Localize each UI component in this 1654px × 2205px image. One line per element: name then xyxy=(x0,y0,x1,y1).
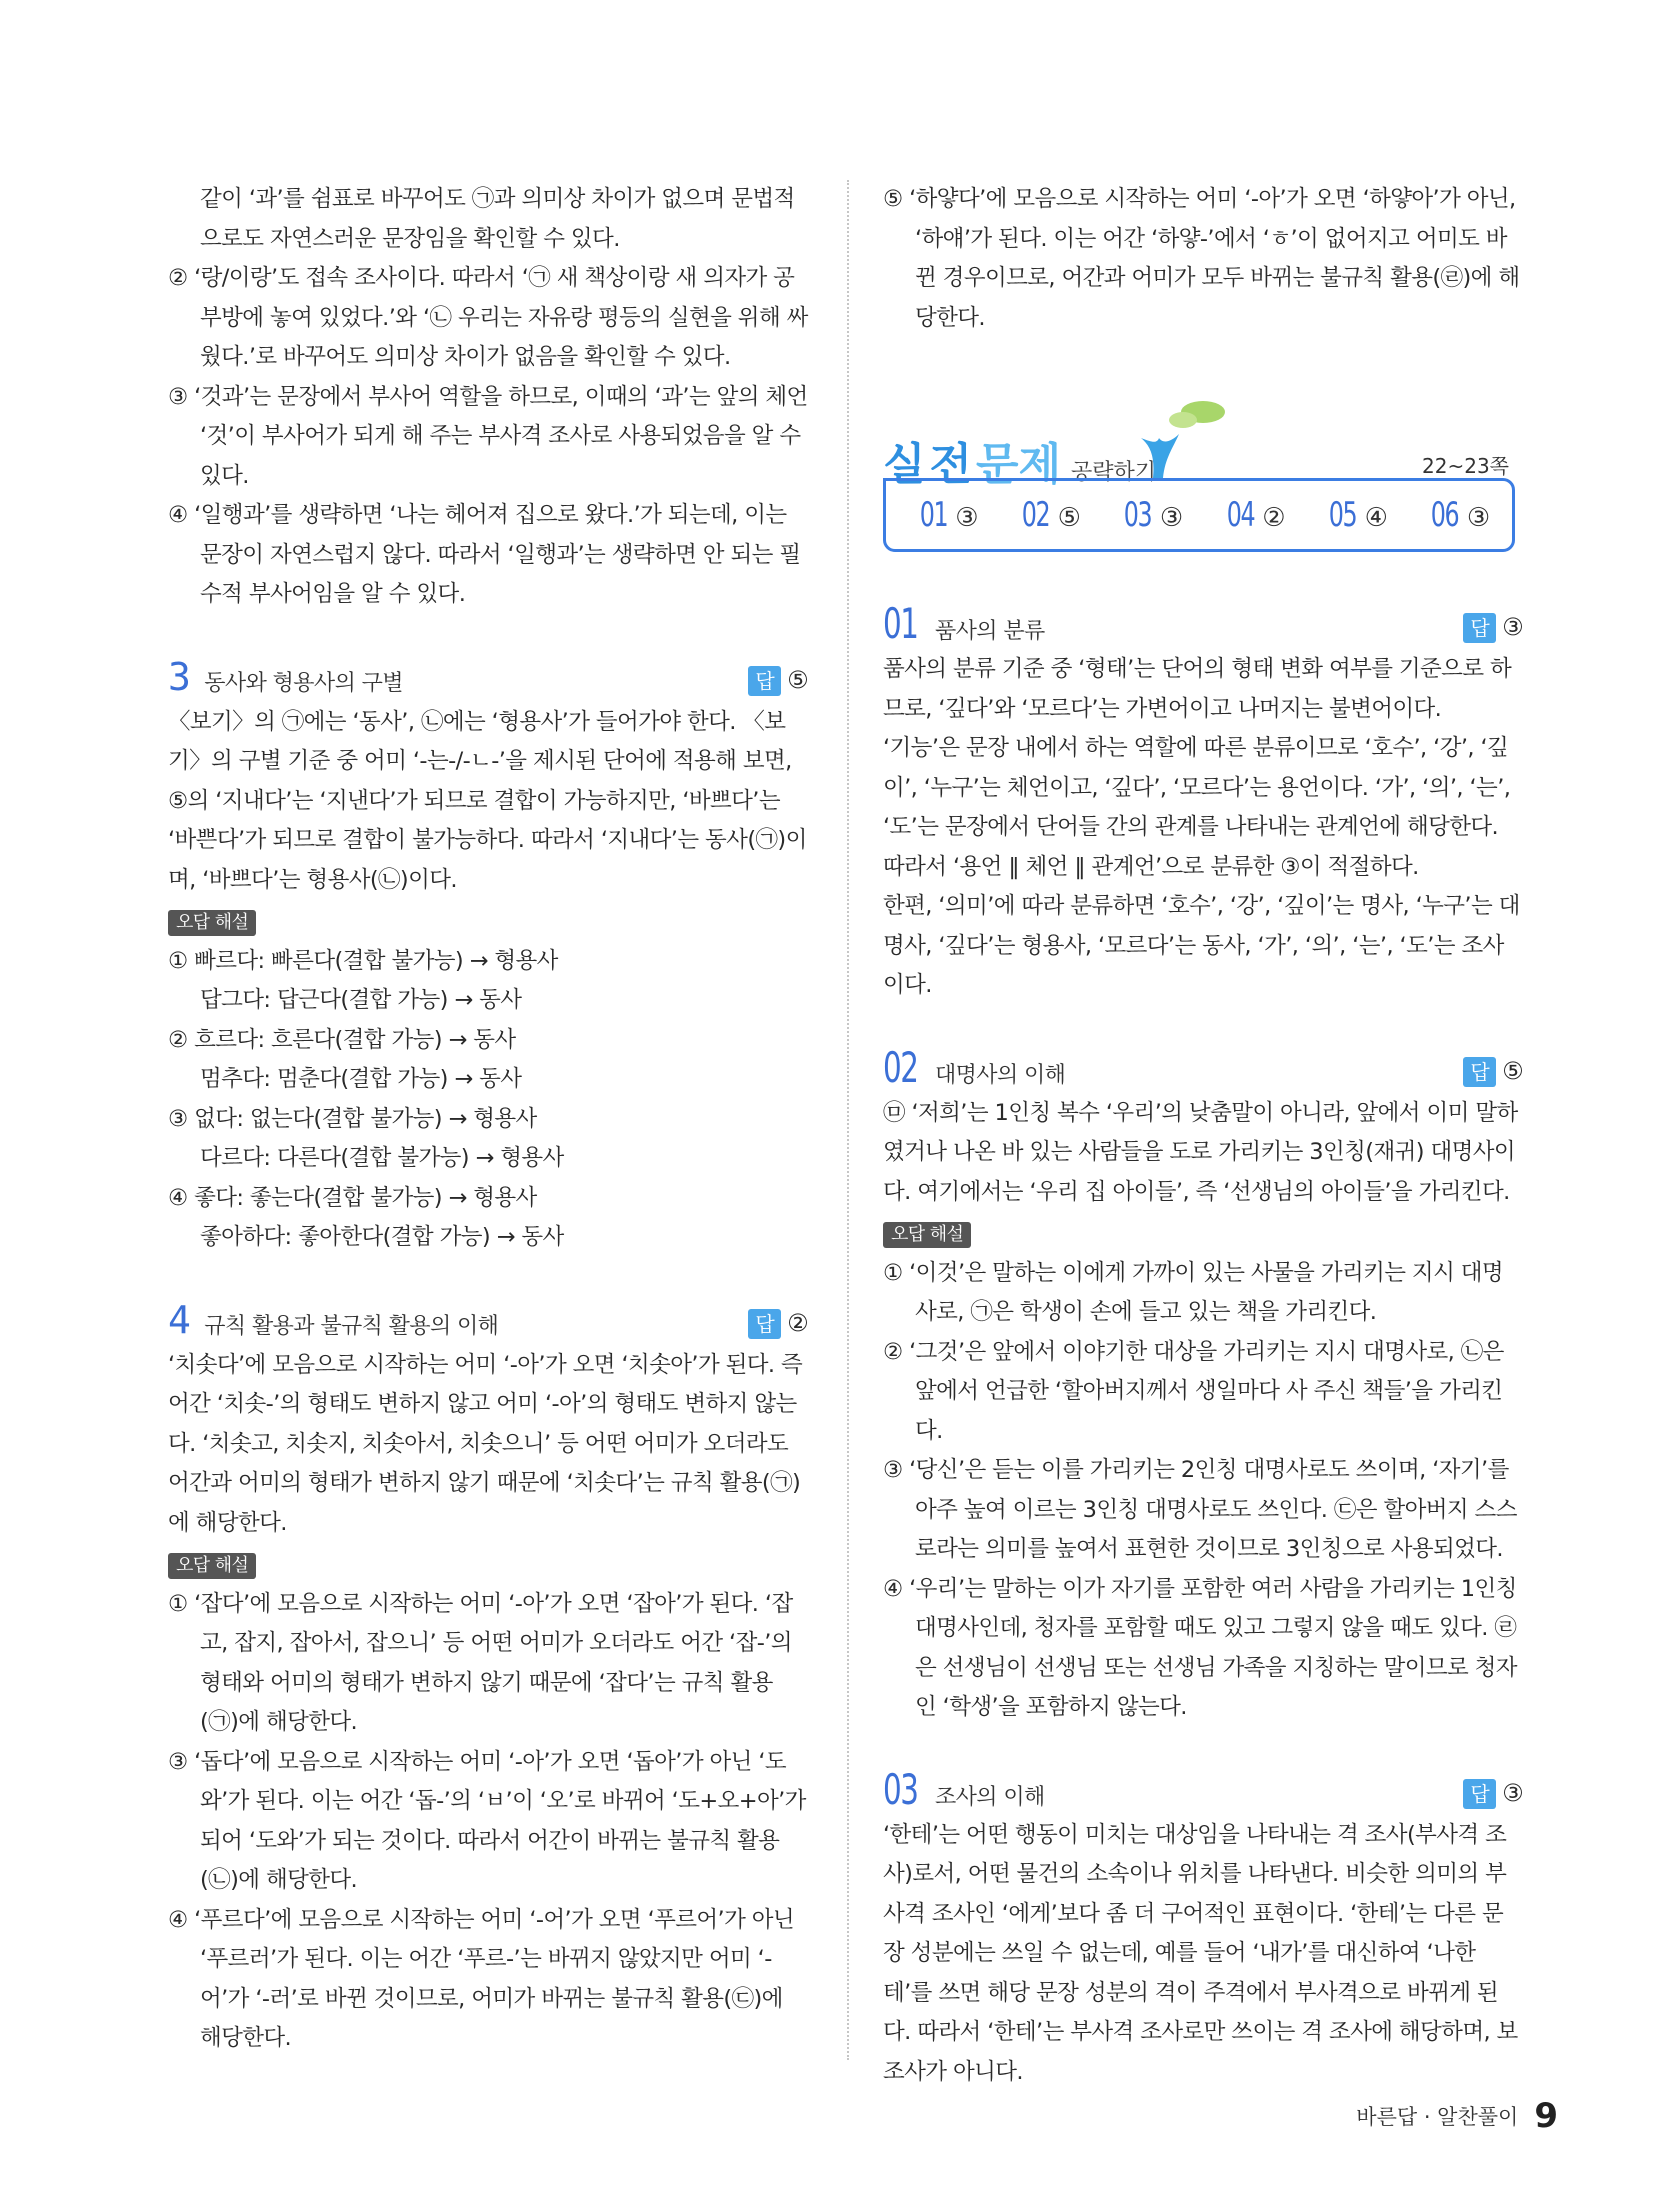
intro-item-3: ③ ‘것과’는 문장에서 부사어 역할을 하므로, 이때의 ‘과’는 앞의 체언 ‘것’이 부사어가 되게 해 주는 부사격 조사로 사용되었음을 알 수 있다. xyxy=(168,383,808,489)
s3-item-3: ③ 없다: 없는다(결합 불가능) → 형용사 xyxy=(168,1105,537,1132)
q01-paragraph: 품사의 분류 기준 중 ‘형태’는 단어의 형태 변화 여부를 기준으로 하므로, ‘깊다’와 ‘모르다’는 가변어이고 나머지는 불변어이다. xyxy=(883,656,1512,722)
wrong-answer-label: 오답 해설 xyxy=(168,1553,256,1579)
q02-title: 대명사의 이해 xyxy=(935,1062,1066,1088)
practice-answer: 01 ③ xyxy=(919,495,979,535)
practice-answer: 02 ⑤ xyxy=(1021,495,1081,535)
practice-pages: 22~23쪽 xyxy=(1422,454,1509,478)
s3-item-1: ① 빠르다: 빠른다(결합 불가능) → 형용사 xyxy=(168,947,558,974)
s4-item-1: ① ‘잡다’에 모음으로 시작하는 어미 ‘-아’가 오면 ‘잡아’가 된다. ‘잡고, 잡지, 잡아서, 잡으니’ 등 어떤 어미가 오더라도 어간 ‘잡-’의 형태와 어미의 형태가 변하지 않기 때문에 ‘잡다’는 규칙 활용(㉠)에 해당한다. xyxy=(168,1590,793,1735)
q02-header xyxy=(883,1042,1523,1094)
right-column-top xyxy=(883,180,1523,338)
q03-answer xyxy=(1463,1774,1523,1814)
practice-answer: 05 ④ xyxy=(1328,495,1388,535)
intro-item-4: ④ ‘일행과’를 생략하면 ‘나는 헤어져 집으로 왔다.’가 되는데, 이는 문장이 자연스럽지 않다. 따라서 ‘일행과’는 생략하면 안 되는 필수적 부사어임을 알 수 있다. xyxy=(168,502,801,607)
q01-paragraph: 한편, ‘의미’에 따라 분류하면 ‘호수’, ‘강’, ‘깊이’는 명사, ‘누구’는 대명사, ‘깊다’는 형용사, ‘모르다’는 동사, ‘가’, ‘의’, ‘는’, ‘도’는 조사이다. xyxy=(883,893,1520,998)
section-3-body: 〈보기〉의 ㉠에는 ‘동사’, ㉡에는 ‘형용사’가 들어가야 한다. 〈보기〉의 구별 기준 중 어미 ‘-는-/-ㄴ-’을 제시된 단어에 적용해 보면, ⑤의 ‘지내다’는 ‘지낸다’가 되므로 결합이 가능하지만, ‘바쁘다’는 ‘바쁜다’가 되므로 결합이 불가능하다. 따라서 ‘지내다’는 동사(㉠)이며, ‘바쁘다’는 형용사(㉡)이다. xyxy=(168,708,807,893)
q02-item-4: ④ ‘우리’는 말하는 이가 자기를 포함한 여러 사람을 가리키는 1인칭 대명사인데, 청자를 포함할 때도 있고 그렇지 않을 때도 있다. ㉣은 선생님이 선생님 또는 선생님 가족을 지칭하는 말이므로 청자인 ‘학생’을 포함하지 않는다. xyxy=(883,1575,1517,1720)
q03-answer-value: ③ xyxy=(1502,1778,1523,1807)
page-footer xyxy=(1356,2096,1558,2136)
right-column-questions xyxy=(883,586,1523,2092)
q01-answer xyxy=(1463,608,1523,648)
wrong-answer-label: 오답 해설 xyxy=(168,910,256,936)
practice-section xyxy=(883,398,1523,556)
left-column xyxy=(168,180,808,2059)
intro-item-2: ② ‘랑/이랑’도 접속 조사이다. 따라서 ‘㉠ 새 책상이랑 새 의자가 공부방에 놓여 있었다.’와 ‘㉡ 우리는 자유랑 평등의 실현을 위해 싸웠다.’로 바꾸어도 의미상 차이가 없음을 확인할 수 있다. xyxy=(168,265,808,370)
practice-answer: 03 ③ xyxy=(1124,495,1184,535)
page-number: 9 xyxy=(1534,2096,1558,2136)
q02-body: ㉤ ‘저희’는 1인칭 복수 ‘우리’의 낮춤말이 아니라, 앞에서 이미 말하였거나 나온 바 있는 사람들을 도로 가리키는 3인칭(재귀) 대명사이다. 여기에서는 ‘우리 집 아이들’, 즉 ‘선생님의 아이들’을 가리킨다. xyxy=(883,1099,1518,1205)
practice-answer: 06 ③ xyxy=(1431,495,1491,535)
answer-badge: 답 xyxy=(748,666,781,696)
section-3-title: 동사와 형용사의 구별 xyxy=(204,671,403,697)
s4-item-3: ③ ‘돕다’에 모음으로 시작하는 어미 ‘-아’가 오면 ‘돕아’가 아닌 ‘도와’가 된다. 이는 어간 ‘돕-’의 ‘ㅂ’이 ‘오’로 바뀌어 ‘도+오+아’가 되어 ‘도와’가 되는 것이다. 따라서 어간이 바뀌는 불규칙 활용(㉡)에 해당한다. xyxy=(168,1748,806,1893)
q01-answer-value: ③ xyxy=(1502,613,1523,642)
q02-answer-value: ⑤ xyxy=(1502,1056,1523,1085)
section-3-answer xyxy=(748,661,808,701)
practice-answer-box xyxy=(883,478,1515,552)
practice-title-3: 문제 xyxy=(976,439,1062,490)
answer-badge: 답 xyxy=(1463,1779,1496,1809)
footer-label: 바른답 · 알찬풀이 xyxy=(1356,2105,1519,2129)
q02-answer xyxy=(1463,1052,1523,1092)
practice-answer: 04 ② xyxy=(1226,495,1286,535)
answer-badge: 답 xyxy=(1463,1057,1496,1087)
s3-item-2: ② 흐르다: 흐른다(결합 가능) → 동사 xyxy=(168,1026,516,1053)
q02-item-2: ② ‘그것’은 앞에서 이야기한 대상을 가리키는 지시 대명사로, ㉡은 앞에서 언급한 ‘할아버지께서 생일마다 사 주신 책들’을 가리킨다. xyxy=(883,1338,1504,1444)
q02-item-1: ① ‘이것’은 말하는 이에게 가까이 있는 사물을 가리키는 지시 대명사로, ㉠은 학생이 손에 들고 있는 책을 가리킨다. xyxy=(883,1259,1504,1325)
section-3-answer-value: ⑤ xyxy=(787,665,808,694)
q01-paragraph: ‘기능’은 문장 내에서 하는 역할에 따른 분류이므로 ‘호수’, ‘강’, ‘깊이’, ‘누구’는 체언이고, ‘깊다’, ‘모르다’는 용언이다. ‘가’, ‘의’, ‘는’, ‘도’는 문장에서 단어들 간의 관계를 나타내는 관계언에 해당한다. 따라서 ‘용언 ‖ 체언 ‖ 관계언’으로 분류한 ③이 적절하다. xyxy=(883,735,1511,880)
section-4-answer xyxy=(748,1304,808,1344)
s3-item-4-sub: 좋아하다: 좋아한다(결합 가능) → 동사 xyxy=(200,1224,564,1250)
answer-badge: 답 xyxy=(748,1309,781,1339)
column-divider xyxy=(847,180,849,2060)
q01-title: 품사의 분류 xyxy=(935,619,1045,645)
answer-badge: 답 xyxy=(1463,613,1496,643)
top-item-5: ⑤ ‘하얗다’에 모음으로 시작하는 어미 ‘-아’가 오면 ‘하얗아’가 아닌, ‘하얘’가 된다. 이는 어간 ‘하얗-’에서 ‘ㅎ’이 없어지고 어미도 바뀐 경우이므로, 어간과 어미가 모두 바뀌는 불규칙 활용(㉣)에 해당한다. xyxy=(883,186,1520,331)
wrong-answer-label: 오답 해설 xyxy=(883,1222,971,1248)
section-4-answer-value: ② xyxy=(787,1308,808,1337)
practice-subtitle: 공략하기 xyxy=(1071,460,1157,485)
practice-title-1: 실 xyxy=(883,439,924,490)
q03-number: 03 xyxy=(883,1764,918,1814)
section-3-header xyxy=(168,655,808,703)
q01-number: 01 xyxy=(883,599,918,649)
practice-title-2: 전 xyxy=(929,439,971,490)
q03-title: 조사의 이해 xyxy=(935,1784,1045,1810)
q02-number: 02 xyxy=(883,1042,918,1092)
intro-paragraph-0: 같이 ‘과’를 쉼표로 바꾸어도 ㉠과 의미상 차이가 없으며 문법적으로도 자연스러운 문장임을 확인할 수 있다. xyxy=(200,186,795,252)
s3-item-1-sub: 답그다: 답근다(결합 가능) → 동사 xyxy=(200,987,522,1013)
section-3-number: 3 xyxy=(168,655,191,700)
section-4-header xyxy=(168,1298,808,1346)
section-4-title: 규칙 활용과 불규칙 활용의 이해 xyxy=(204,1314,499,1340)
section-4-number: 4 xyxy=(168,1298,191,1343)
q01-header xyxy=(883,599,1523,650)
s3-item-4: ④ 좋다: 좋는다(결합 불가능) → 형용사 xyxy=(168,1184,537,1211)
section-4-body: ‘치솟다’에 모음으로 시작하는 어미 ‘-아’가 오면 ‘치솟아’가 된다. 즉 어간 ‘치솟-’의 형태도 변하지 않고 어미 ‘-아’의 형태도 변하지 않는다. ‘치솟고, 치솟지, 치솟아서, 치솟으니’ 등 어떤 어미가 오더라도 어간과 어미의 형태가 변하지 않기 때문에 ‘치솟다’는 규칙 활용(㉠)에 해당한다. xyxy=(168,1351,803,1536)
q02-item-3: ③ ‘당신’은 듣는 이를 가리키는 2인칭 대명사로도 쓰이며, ‘자기’를 아주 높여 이르는 3인칭 대명사로도 쓰인다. ㉢은 할아버지 스스로라는 의미를 높여서 표현한 것이므로 3인칭으로 사용되었다. xyxy=(883,1457,1517,1562)
s3-item-2-sub: 멈추다: 멈춘다(결합 가능) → 동사 xyxy=(200,1066,522,1092)
q03-header xyxy=(883,1764,1523,1816)
s3-item-3-sub: 다르다: 다른다(결합 불가능) → 형용사 xyxy=(200,1145,564,1171)
s4-item-4: ④ ‘푸르다’에 모음으로 시작하는 어미 ‘-어’가 오면 ‘푸르어’가 아닌 ‘푸르러’가 된다. 이는 어간 ‘푸르-’는 바뀌지 않았지만 어미 ‘-어’가 ‘-러’로 바뀐 것이므로, 어미가 바뀌는 불규칙 활용(㉢)에 해당한다. xyxy=(168,1906,795,2051)
q03-body: ‘한테’는 어떤 행동이 미치는 대상임을 나타내는 격 조사(부사격 조사)로서, 어떤 물건의 소속이나 위치를 나타낸다. 비슷한 의미의 부사격 조사인 ‘에게’보다 좀 더 구어적인 표현이다. ‘한테’는 다른 문장 성분에는 쓰일 수 없는데, 예를 들어 ‘내가’를 대신하여 ‘나한테’를 쓰면 해당 문장 성분의 격이 주격에서 부사격으로 바뀌게 된다. 따라서 ‘한테’는 부사격 조사로만 쓰이는 격 조사에 해당하며, 보조사가 아니다. xyxy=(883,1821,1518,2085)
